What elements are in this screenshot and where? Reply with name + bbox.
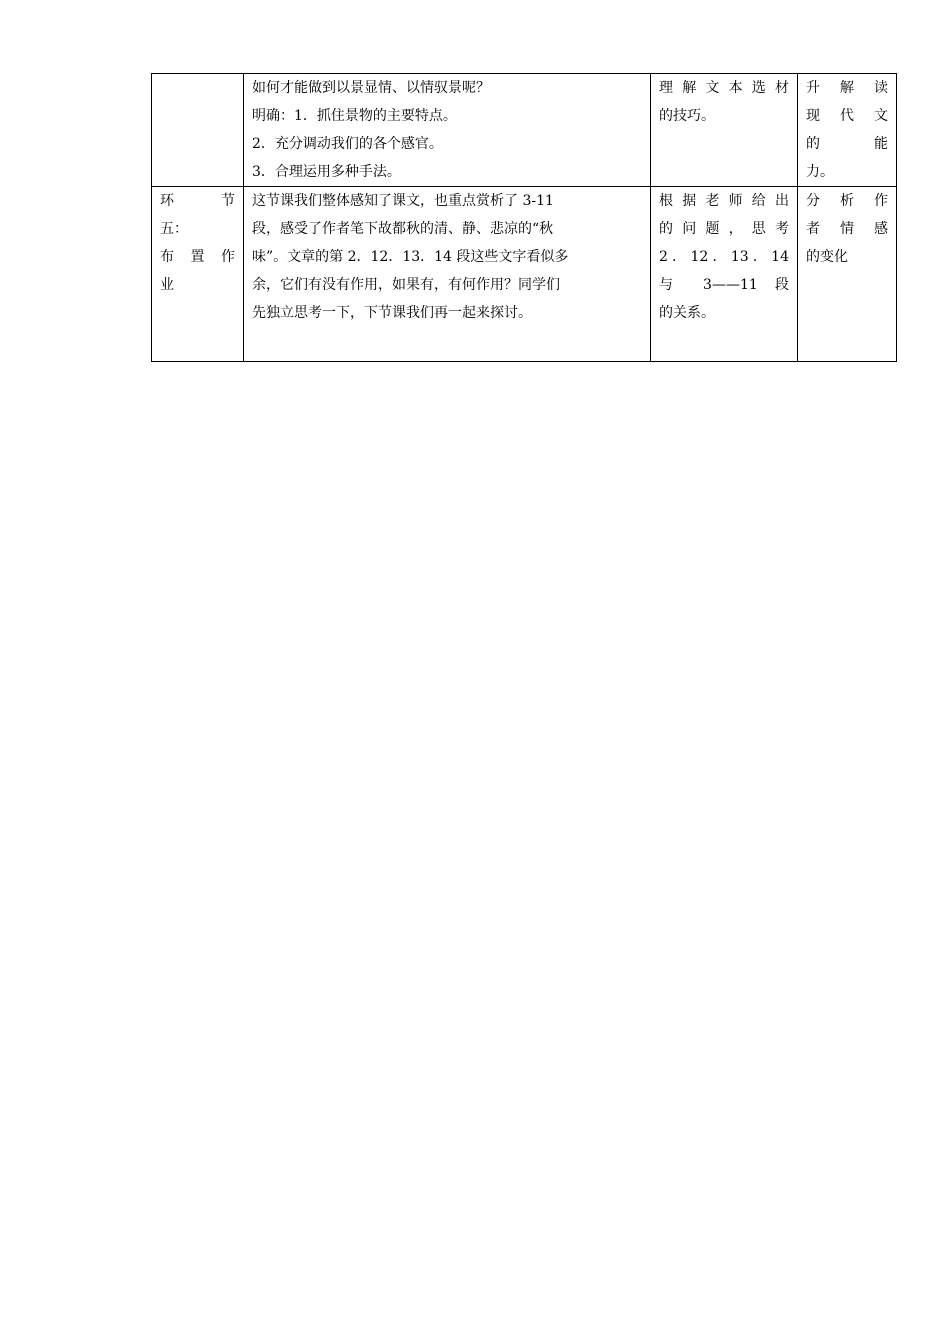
activity-line: 与 3——11 段 [659,277,789,293]
stage-line: 环 节 [160,193,235,209]
content-line: 如何才能做到以景显情、以情驭景呢？ [252,80,490,96]
intent-line: 升 解 读 [806,80,888,96]
stage-cell [152,187,244,362]
student-activity-cell [651,74,798,187]
stage-line: 布 置 作 [160,249,235,265]
lesson-plan-table [151,73,897,362]
intent-line: 分 析 作 [806,193,888,209]
content-cell [244,74,651,187]
table-row [152,74,897,187]
table-row [152,187,897,362]
intent-line: 的 能 [806,136,888,152]
content-cell [244,187,651,362]
content-line: 2．充分调动我们的各个感官。 [252,136,443,152]
activity-line: 根据老师给出 [659,193,789,209]
intent-line: 现 代 文 [806,108,888,124]
activity-line: 2．12．13．14 [659,249,789,265]
stage-line: 业 [160,277,174,293]
activity-line: 的关系。 [659,305,715,321]
content-line: 3．合理运用多种手法。 [252,164,401,180]
content-line: 明确：1．抓住景物的主要特点。 [252,108,457,124]
content-line: 段，感受了作者笔下故都秋的清、静、悲凉的“秋 [252,221,554,237]
student-activity-cell [651,187,798,362]
intent-cell [798,187,897,362]
content-line: 味”。文章的第 2．12．13．14 段这些文字看似多 [252,249,569,265]
activity-line: 的技巧。 [659,108,715,124]
intent-line: 力。 [806,164,834,180]
intent-line: 的变化 [806,249,848,265]
content-line: 这节课我们整体感知了课文，也重点赏析了 3-11 [252,193,554,209]
stage-line: 五： [160,221,188,237]
stage-cell [152,74,244,187]
intent-line: 者 情 感 [806,221,888,237]
activity-line: 的问题，思考 [659,221,789,237]
content-line: 余，它们有没有作用，如果有，有何作用？同学们 [252,277,560,293]
intent-cell [798,74,897,187]
activity-line: 理解文本选材 [659,80,789,96]
content-line: 先独立思考一下，下节课我们再一起来探讨。 [252,305,532,321]
